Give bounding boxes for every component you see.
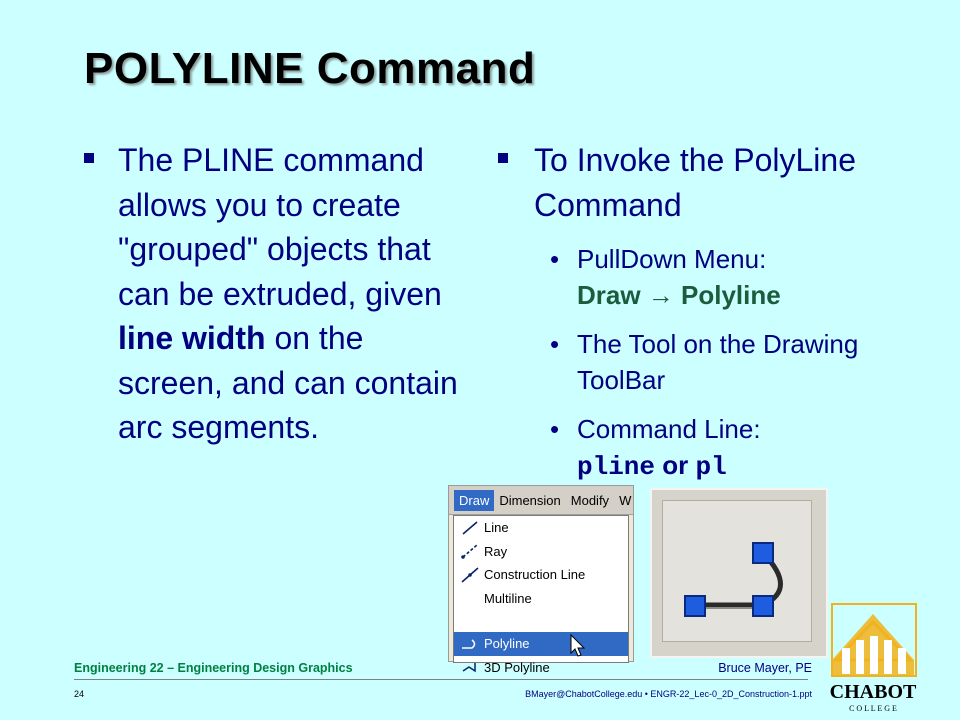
square-bullet-icon [84, 153, 94, 163]
sub-bullet-pulldown [550, 241, 898, 313]
bullet-dot-icon: • [550, 329, 560, 359]
menu-item-label: Construction Line [484, 567, 586, 583]
menu-window[interactable]: W [619, 492, 632, 508]
draw-dropdown [453, 515, 629, 675]
left-bullet-text [118, 138, 464, 450]
line-icon [460, 520, 480, 536]
menu-bar [449, 486, 633, 515]
footer-divider [74, 679, 808, 680]
draw-menu-screenshot [448, 485, 634, 675]
mouse-cursor-icon [570, 634, 586, 658]
menu-item-label: Ray [484, 543, 508, 559]
footer-course: Engineering 22 – Engineering Design Graphics [74, 661, 353, 675]
menu-item-label: Line [484, 520, 509, 536]
polyline-tool-icon [663, 501, 811, 641]
slide-title: POLYLINE Command [84, 44, 536, 93]
blank-icon [460, 590, 480, 606]
right-bullet [498, 138, 898, 227]
page-number: 24 [74, 689, 85, 699]
command-or: or [662, 450, 689, 480]
3d-polyline-icon [460, 659, 480, 675]
menu-item-construction-line[interactable] [454, 563, 628, 587]
right-heading: To Invoke the PolyLine Command [534, 142, 856, 223]
logo-sub: C O L L E G E [849, 704, 897, 713]
menu-item-3d-polyline[interactable] [454, 656, 628, 680]
footer-reference: BMayer@ChabotCollege.edu • ENGR-22_Lec-0_2D_Construction-1.ppt [525, 689, 812, 699]
menu-item-multiline[interactable] [454, 587, 628, 611]
logo-name: CHABOT [829, 681, 917, 703]
ray-icon [460, 543, 480, 559]
tool-text: The Tool on the Drawing ToolBar [577, 329, 859, 395]
menu-gap [454, 610, 628, 632]
bullet-dot-icon: • [550, 244, 560, 274]
construction-line-icon [460, 567, 480, 583]
sub-bullet-list [550, 241, 898, 485]
sub-bullet-tool [550, 326, 898, 398]
menu-item-label: Multiline [484, 590, 532, 606]
square-bullet-icon [498, 153, 508, 163]
bullet-dot-icon: • [550, 414, 560, 444]
polyline-tool-button[interactable] [650, 488, 828, 658]
sub-bullet-command [550, 411, 898, 485]
command-pl: pl [695, 452, 727, 482]
logo-emblem [818, 600, 928, 715]
menu-item-ray[interactable] [454, 540, 628, 564]
left-text-part-1: The PLINE command allows you to create "grouped" objects that can be extruded, given [118, 142, 442, 312]
menu-item-label: 3D Polyline [484, 659, 550, 675]
pulldown-path: Draw → Polyline [577, 280, 781, 310]
left-bullet [84, 138, 464, 450]
menu-modify[interactable]: Modify [570, 492, 610, 508]
left-column [84, 138, 464, 450]
menu-item-polyline[interactable] [454, 632, 628, 656]
command-pline: pline [577, 452, 656, 482]
menu-item-line[interactable] [454, 516, 628, 540]
footer-author: Bruce Mayer, PE [718, 661, 812, 675]
right-column [498, 138, 898, 498]
polyline-tool-face [662, 500, 812, 642]
polyline-icon [460, 636, 480, 652]
left-text-part-2: on the screen, and can contain arc segments. [118, 320, 458, 445]
chabot-college-logo [818, 600, 928, 715]
left-text-bold: line width [118, 320, 266, 356]
menu-draw[interactable]: Draw [454, 490, 494, 511]
pulldown-label: PullDown Menu: [577, 244, 767, 274]
menu-item-label: Polyline [484, 636, 530, 652]
command-label: Command Line: [577, 414, 761, 444]
menu-dimension[interactable]: Dimension [499, 492, 561, 508]
